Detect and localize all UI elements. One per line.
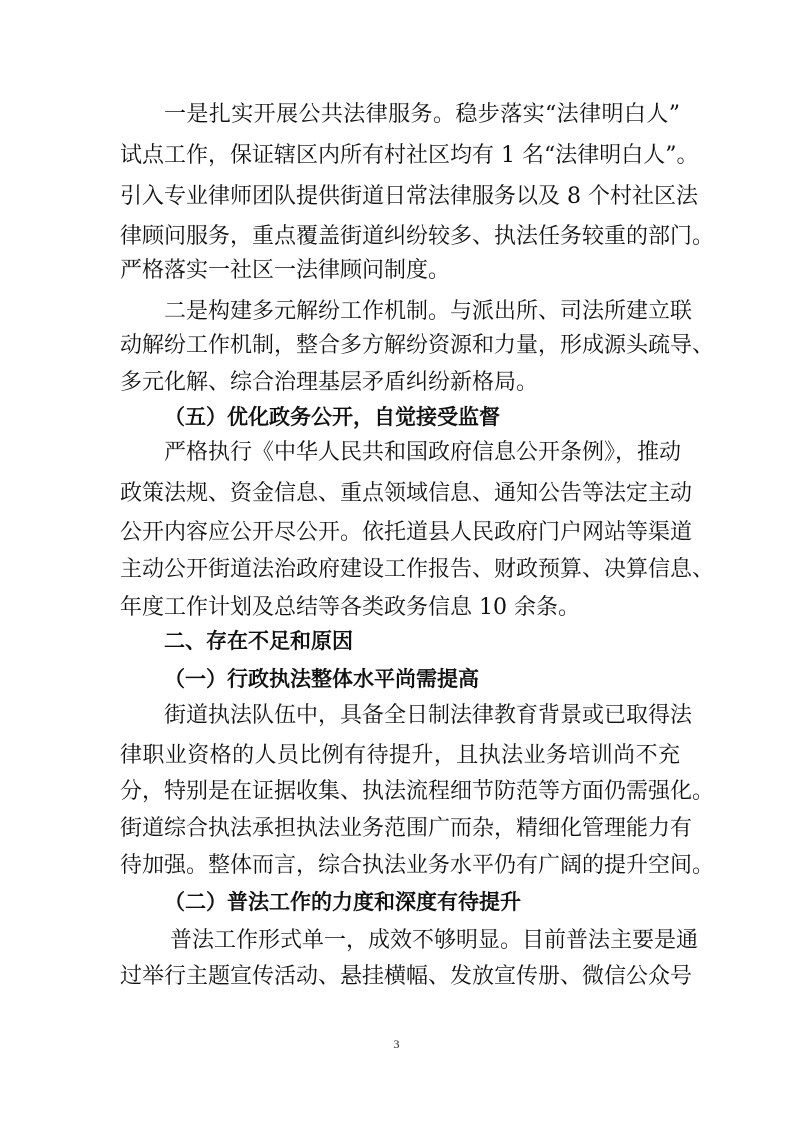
body-line: 待加强。整体而言，综合执法业务水平仍有广阔的提升空间。 (120, 853, 715, 878)
section-heading: （二）普法工作的力度和深度有待提升 (164, 890, 521, 914)
body-line: 过举行主题宣传活动、悬挂横幅、发放宣传册、微信公众号 (120, 964, 693, 989)
body-line: 主动公开街道法治政府建设工作报告、财政预算、决算信息、 (120, 557, 715, 582)
body-line: 严格执行《中华人民共和国政府信息公开条例》，推动 (164, 440, 682, 465)
body-line: 引入专业律师团队提供街道日常法律服务以及 8 个村社区法 (120, 184, 698, 209)
body-line: 二是构建多元解纷工作机制。与派出所、司法所建立联 (164, 299, 693, 324)
section-heading: （一）行政执法整体水平尚需提高 (164, 667, 479, 691)
body-line: 政策法规、资金信息、重点领域信息、通知公告等法定主动 (120, 481, 693, 506)
body-line: 试点工作，保证辖区内所有村社区均有 1 名“法律明白人”。 (120, 143, 699, 168)
body-line: 多元化解、综合治理基层矛盾纠纷新格局。 (120, 370, 539, 395)
section-heading: （五）优化政务公开，自觉接受监督 (164, 405, 500, 429)
body-line: 街道综合执法承担执法业务范围广而杂，精细化管理能力有 (120, 816, 693, 841)
body-line: 严格落实一社区一法律顾问制度。 (120, 258, 451, 283)
body-line: 分，特别是在证据收集、执法流程细节防范等方面仍需强化。 (120, 779, 715, 804)
page-number: 3 (393, 1037, 400, 1051)
section-heading: 二、存在不足和原因 (164, 629, 353, 653)
body-line: 年度工作计划及总结等各类政务信息 10 余条。 (120, 595, 580, 620)
body-line: 动解纷工作机制，整合多方解纷资源和力量，形成源头疏导、 (120, 333, 715, 358)
body-line: 公开内容应公开尽公开。依托道县人民政府门户网站等渠道 (120, 520, 693, 545)
body-line: 律顾问服务，重点覆盖街道纠纷较多、执法任务较重的部门。 (120, 224, 715, 249)
body-line: 律职业资格的人员比例有待提升，且执法业务培训尚不充 (120, 743, 680, 768)
body-line: 普法工作形式单一，成效不够明显。目前普法主要是通 (170, 928, 699, 953)
body-line: 街道执法队伍中，具备全日制法律教育背景或已取得法 (164, 703, 693, 728)
body-line: 一是扎实开展公共法律服务。稳步落实“法律明白人” (164, 102, 680, 127)
